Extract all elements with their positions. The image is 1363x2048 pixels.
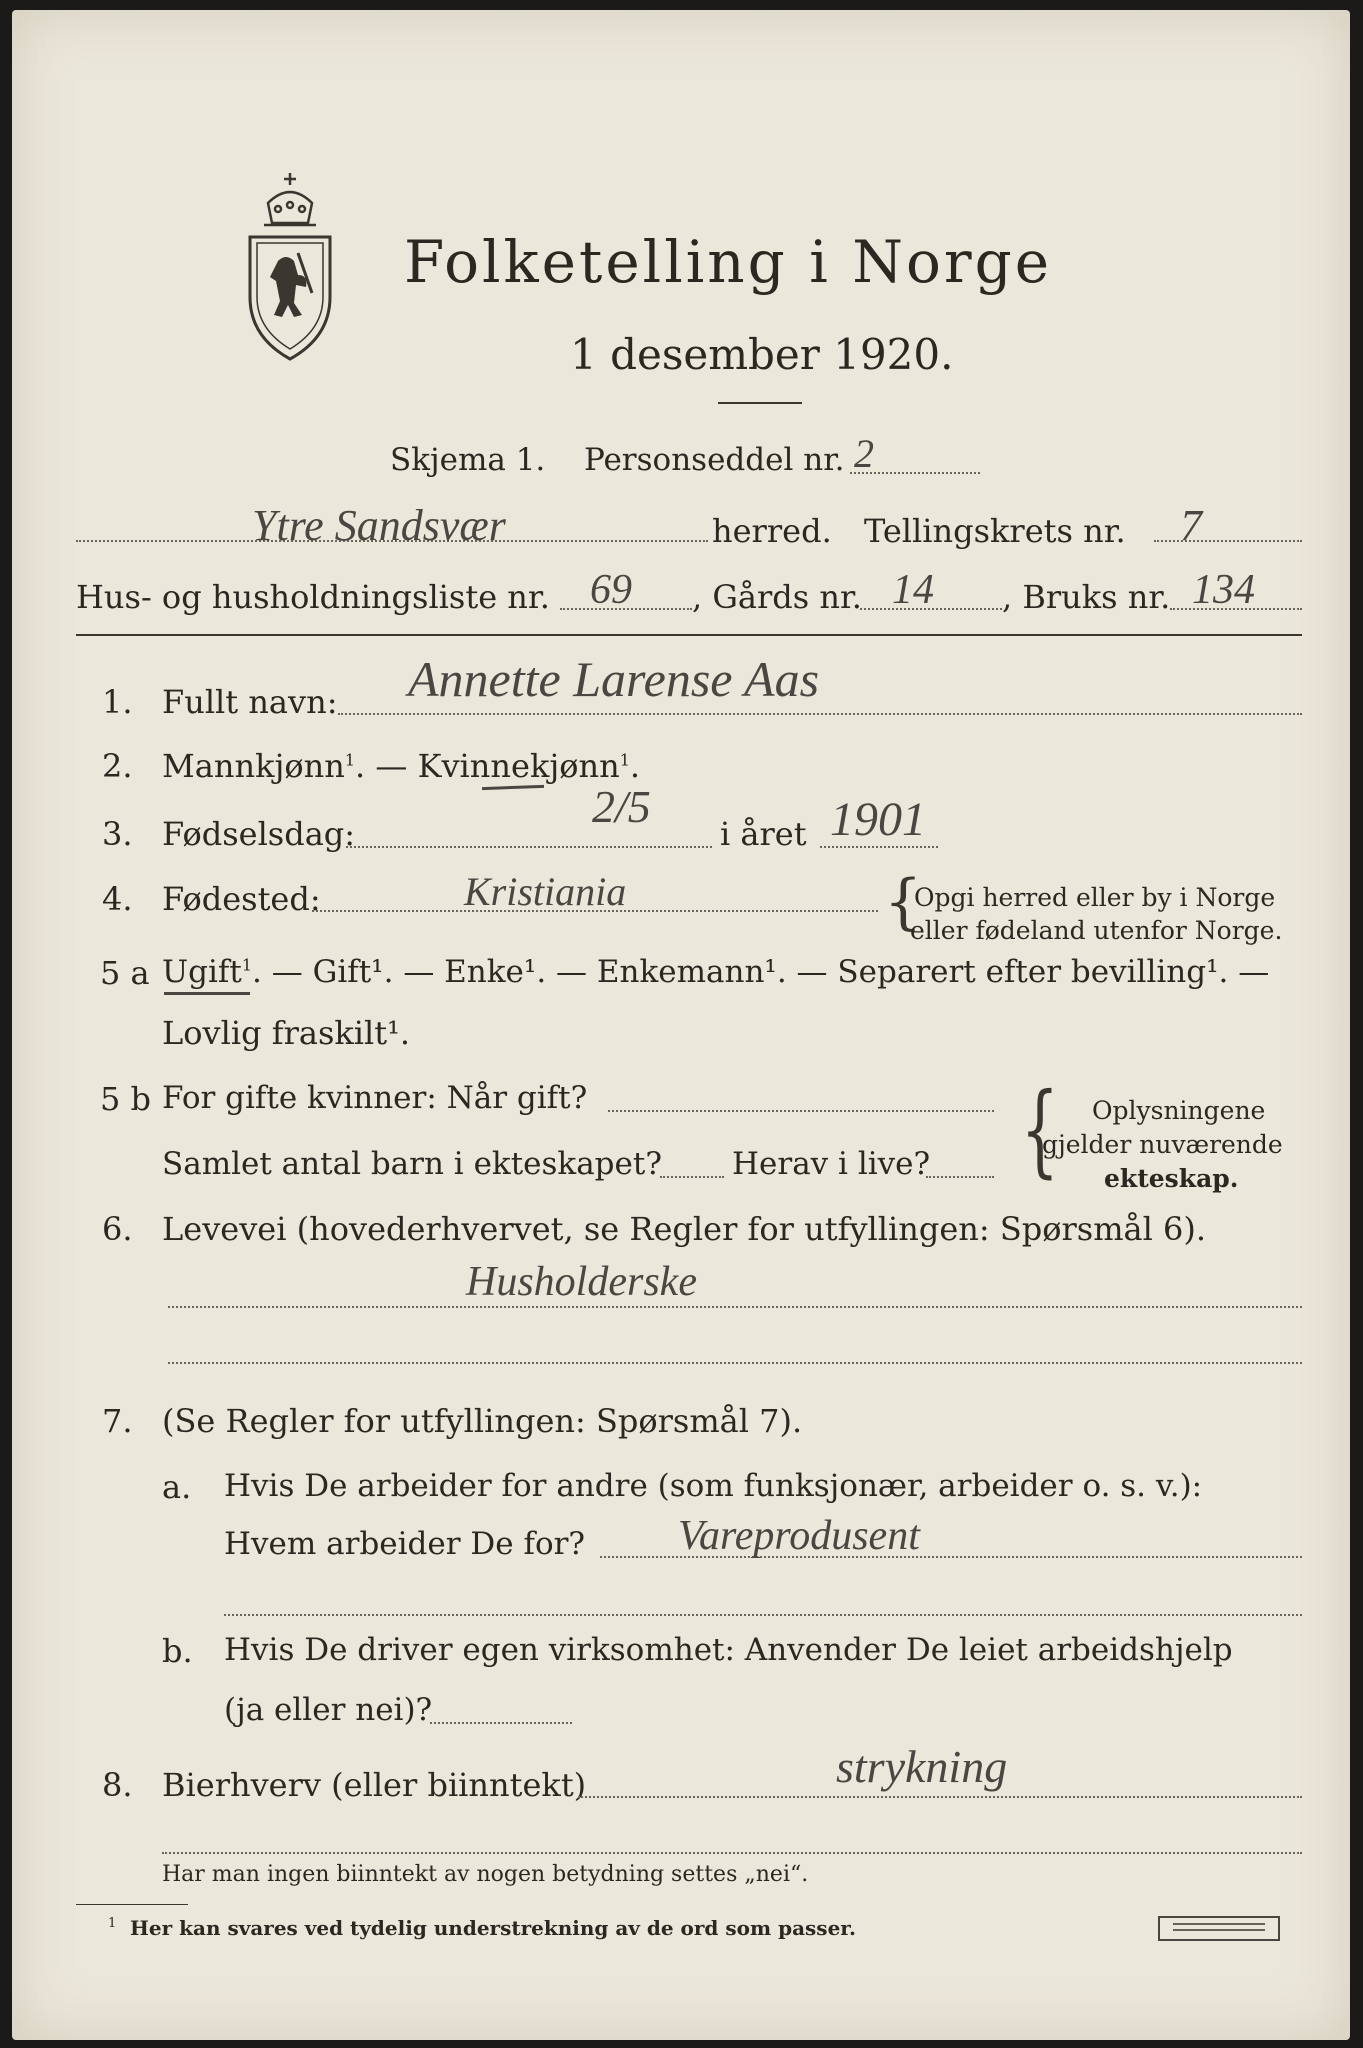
- q7b-number: b.: [162, 1632, 193, 1670]
- form-date: 1 desember 1920.: [570, 330, 954, 379]
- personseddel-label: Personseddel nr.: [584, 442, 845, 478]
- q6-line-2: [168, 1362, 1302, 1364]
- title-divider: [718, 402, 802, 404]
- q7b-line1: Hvis De driver egen virksomhet: Anvender De leiet arbeidshjelp: [224, 1632, 1233, 1668]
- q2-kvinne: Kvinnekjønn: [417, 747, 620, 785]
- q5b-line1: For gifte kvinner: Når gift?: [162, 1080, 588, 1116]
- skjema-label: Skjema 1.: [390, 442, 546, 478]
- q7b-line: [430, 1722, 572, 1724]
- q2-mann: Mannkjønn: [162, 747, 345, 785]
- footnote-number: 1: [108, 1916, 117, 1931]
- q5a-underline-ugift: [164, 992, 250, 995]
- tellingskrets-value: 7: [1180, 501, 1202, 550]
- census-form-page: [12, 10, 1350, 2040]
- q3-label: Fødselsdag:: [162, 815, 356, 853]
- q4-value: Kristiania: [464, 869, 627, 914]
- q8-line-2: [162, 1852, 1302, 1854]
- gards-label: , Gårds nr.: [692, 578, 862, 616]
- q5b-number: 5 b: [100, 1080, 152, 1118]
- q5b-herav: Herav i live?: [732, 1146, 931, 1182]
- q1-label: Fullt navn:: [162, 683, 338, 721]
- q1-line: [338, 713, 1302, 715]
- q7a-line2: Hvem arbeider De for?: [224, 1526, 586, 1562]
- tellingskrets-line: [1154, 540, 1302, 542]
- q5b-line2: Samlet antal barn i ekteskapet?: [162, 1146, 662, 1182]
- printer-stamp-icon: [1158, 1916, 1280, 1941]
- q5b-note-2: gjelder nuværende: [1042, 1130, 1283, 1159]
- footer-note: Har man ingen biinntekt av nogen betydning settes „nei“.: [162, 1862, 809, 1887]
- q8-number: 8.: [102, 1766, 133, 1804]
- q5b-brace: {: [1020, 1071, 1059, 1188]
- q1-number: 1.: [102, 683, 133, 721]
- husholdning-label: Hus- og husholdningsliste nr.: [76, 578, 550, 616]
- tellingskrets-label: Tellingskrets nr.: [864, 512, 1126, 550]
- q5b-barn-line: [660, 1176, 724, 1178]
- q2-options: Mannkjønn$^1$. — Kvinnekjønn$^1$.: [162, 747, 641, 785]
- q7a-value: Vareprodusent: [678, 1513, 920, 1559]
- q3-day-line: [346, 846, 712, 848]
- q7-number: 7.: [102, 1402, 133, 1440]
- q7a-line1: Hvis De arbeider for andre (som funksjonær, arbeider o. s. v.):: [224, 1468, 1203, 1504]
- q5a-ugift: Ugift: [162, 954, 242, 990]
- q5a-number: 5 a: [100, 954, 150, 992]
- personseddel-value: 2: [854, 431, 874, 476]
- q5a-rest: . — Gift¹. — Enke¹. — Enkemann¹. — Separert efter bevilling¹. —: [252, 954, 1270, 990]
- q7a-line-2: [224, 1614, 1302, 1616]
- bruks-value: 134: [1192, 567, 1255, 613]
- q5a-line2: Lovlig fraskilt¹.: [162, 1014, 411, 1052]
- q5b-note-3: ekteskap.: [1104, 1164, 1239, 1193]
- coat-of-arms-icon: [240, 165, 340, 375]
- q6-line-1: [168, 1306, 1302, 1308]
- q2-end: .: [629, 747, 641, 785]
- q7-label: (Se Regler for utfyllingen: Spørsmål 7).: [162, 1402, 803, 1440]
- q7a-number: a.: [162, 1468, 192, 1506]
- q8-label: Bierhverv (eller biinntekt): [162, 1766, 587, 1804]
- q3-value: 2/5: [592, 781, 651, 832]
- footnote-divider: [76, 1904, 188, 1905]
- q4-label: Fødested:: [162, 880, 321, 918]
- herred-label: herred.: [712, 512, 832, 550]
- q3-year-value: 1901: [830, 793, 926, 846]
- q6-value: Husholderske: [466, 1259, 697, 1305]
- q4-brace: {: [884, 867, 923, 937]
- q5b-note-1: Oplysningene: [1092, 1096, 1266, 1125]
- q3-number: 3.: [102, 815, 133, 853]
- q7b-line2: (ja eller nei)?: [224, 1692, 433, 1728]
- q2-sep: . —: [355, 747, 418, 785]
- q4-note-2: eller fødeland utenfor Norge.: [910, 916, 1283, 945]
- gards-value: 14: [892, 567, 934, 613]
- q2-number: 2.: [102, 747, 133, 785]
- bruks-label: , Bruks nr.: [1002, 578, 1171, 616]
- q1-value: Annette Larense Aas: [408, 651, 820, 707]
- q4-note-1: Opgi herred eller by i Norge: [914, 883, 1276, 912]
- form-title: Folketelling i Norge: [404, 228, 1053, 296]
- q8-value: strykning: [836, 1741, 1008, 1792]
- q6-label: Levevei (hovederhvervet, se Regler for utfyllingen: Spørsmål 6).: [162, 1210, 1207, 1248]
- q8-line: [578, 1796, 1302, 1798]
- q2-underline-kvinne: [482, 785, 544, 790]
- q3-year-label: i året: [720, 815, 807, 853]
- herred-value: Ytre Sandsvær: [252, 501, 506, 550]
- q6-number: 6.: [102, 1210, 133, 1248]
- husholdning-value: 69: [590, 567, 632, 613]
- footnote-text: Her kan svares ved tydelig understrekning av de ord som passer.: [130, 1916, 856, 1940]
- q5b-gift-line: [608, 1110, 994, 1112]
- header-separator: [76, 634, 1302, 636]
- q4-number: 4.: [102, 880, 133, 918]
- q5b-live-line: [926, 1176, 994, 1178]
- q5a-options: Ugift$^1$. — Gift¹. — Enke¹. — Enkemann¹. — Separert efter bevilling¹. —: [162, 954, 1270, 990]
